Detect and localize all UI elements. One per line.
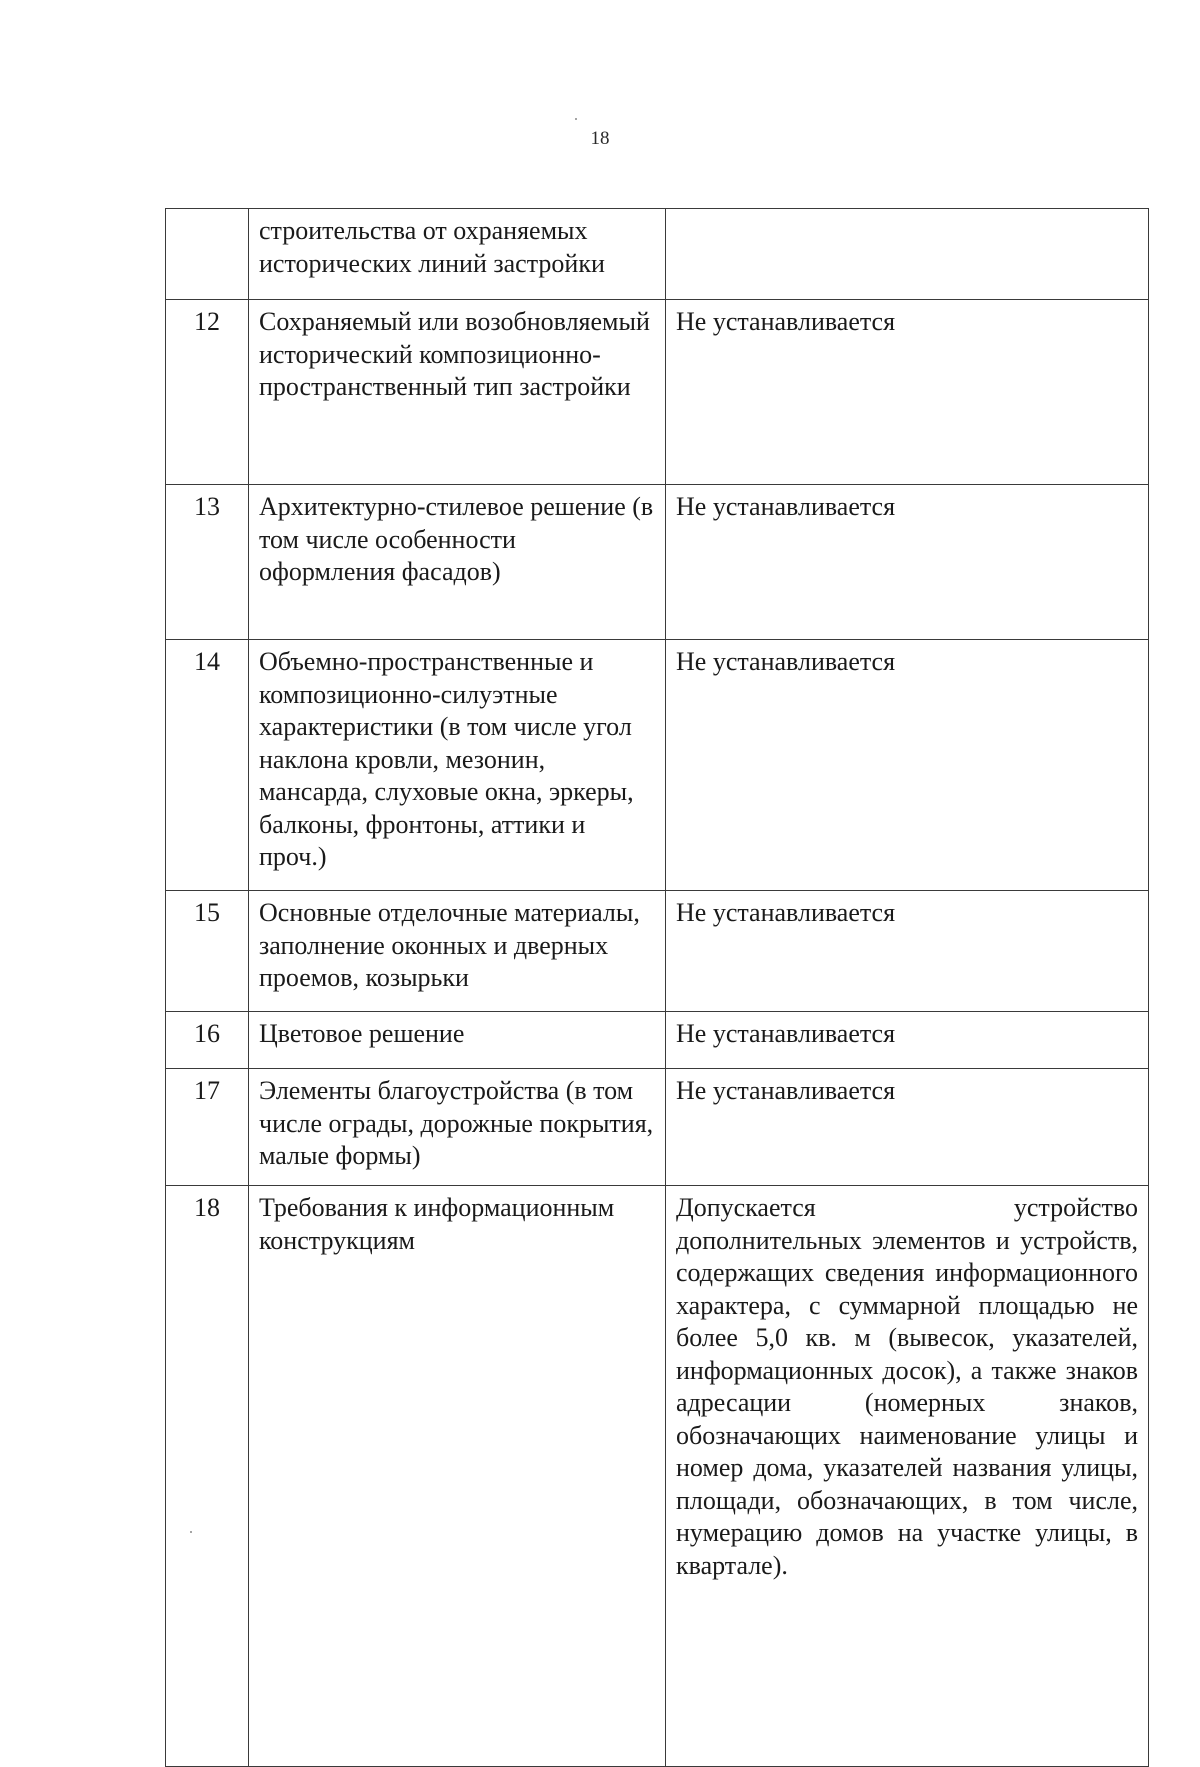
table-row [166, 209, 1149, 300]
row-number: 15 [166, 891, 249, 1012]
value-cell: Допускается устройство дополнительных элементов и устройств, содержащих сведения информационного характера, с суммарной площадью не более 5,0 кв. м (вывесок, указателей, информационных досок), а также знаков адресации (номерных знаков, обозначающих наименование улицы и номер дома, указателей названия улицы, площади, обозначающих, в том числе, нумерацию домов на участке улицы, в квартале). [666, 1186, 1149, 1767]
parameter-cell: Элементы благоустройства (в том числе ограды, дорожные покрытия, малые формы) [249, 1069, 666, 1186]
page-number: 18 [590, 128, 610, 149]
parameter-cell: Объемно-пространственные и композиционно-силуэтные характеристики (в том числе угол наклона кровли, мезонин, мансарда, слуховые окна, эркеры, балконы, фронтоны, аттики и проч.) [249, 640, 666, 891]
parameter-cell: строительства от охраняемых исторических линий застройки [249, 209, 666, 300]
table-row [166, 300, 1149, 485]
parameter-cell: Требования к информационным конструкциям [249, 1186, 666, 1767]
parameter-cell: Архитектурно-стилевое решение (в том числе особенности оформления фасадов) [249, 485, 666, 640]
row-number: 13 [166, 485, 249, 640]
value-cell: Не устанавливается [666, 640, 1149, 891]
value-cell: Не устанавливается [666, 300, 1149, 485]
table-row [166, 1069, 1149, 1186]
requirements-table [165, 208, 1149, 1767]
row-number: 16 [166, 1012, 249, 1069]
table-row [166, 891, 1149, 1012]
table-row [166, 485, 1149, 640]
row-number: 17 [166, 1069, 249, 1186]
value-cell: Не устанавливается [666, 485, 1149, 640]
value-cell [666, 209, 1149, 300]
table-row [166, 640, 1149, 891]
scan-speck [575, 118, 577, 120]
table-row [166, 1012, 1149, 1069]
value-cell: Не устанавливается [666, 1069, 1149, 1186]
value-cell: Не устанавливается [666, 1012, 1149, 1069]
row-number: 14 [166, 640, 249, 891]
row-number: 12 [166, 300, 249, 485]
parameter-cell: Цветовое решение [249, 1012, 666, 1069]
row-number: 18 [166, 1186, 249, 1767]
value-cell: Не устанавливается [666, 891, 1149, 1012]
parameter-cell: Основные отделочные материалы, заполнение оконных и дверных проемов, козырьки [249, 891, 666, 1012]
scan-speck [190, 1531, 192, 1533]
row-number [166, 209, 249, 300]
parameter-cell: Сохраняемый или возобновляемый исторический композиционно-пространственный тип застройки [249, 300, 666, 485]
table-row [166, 1186, 1149, 1767]
